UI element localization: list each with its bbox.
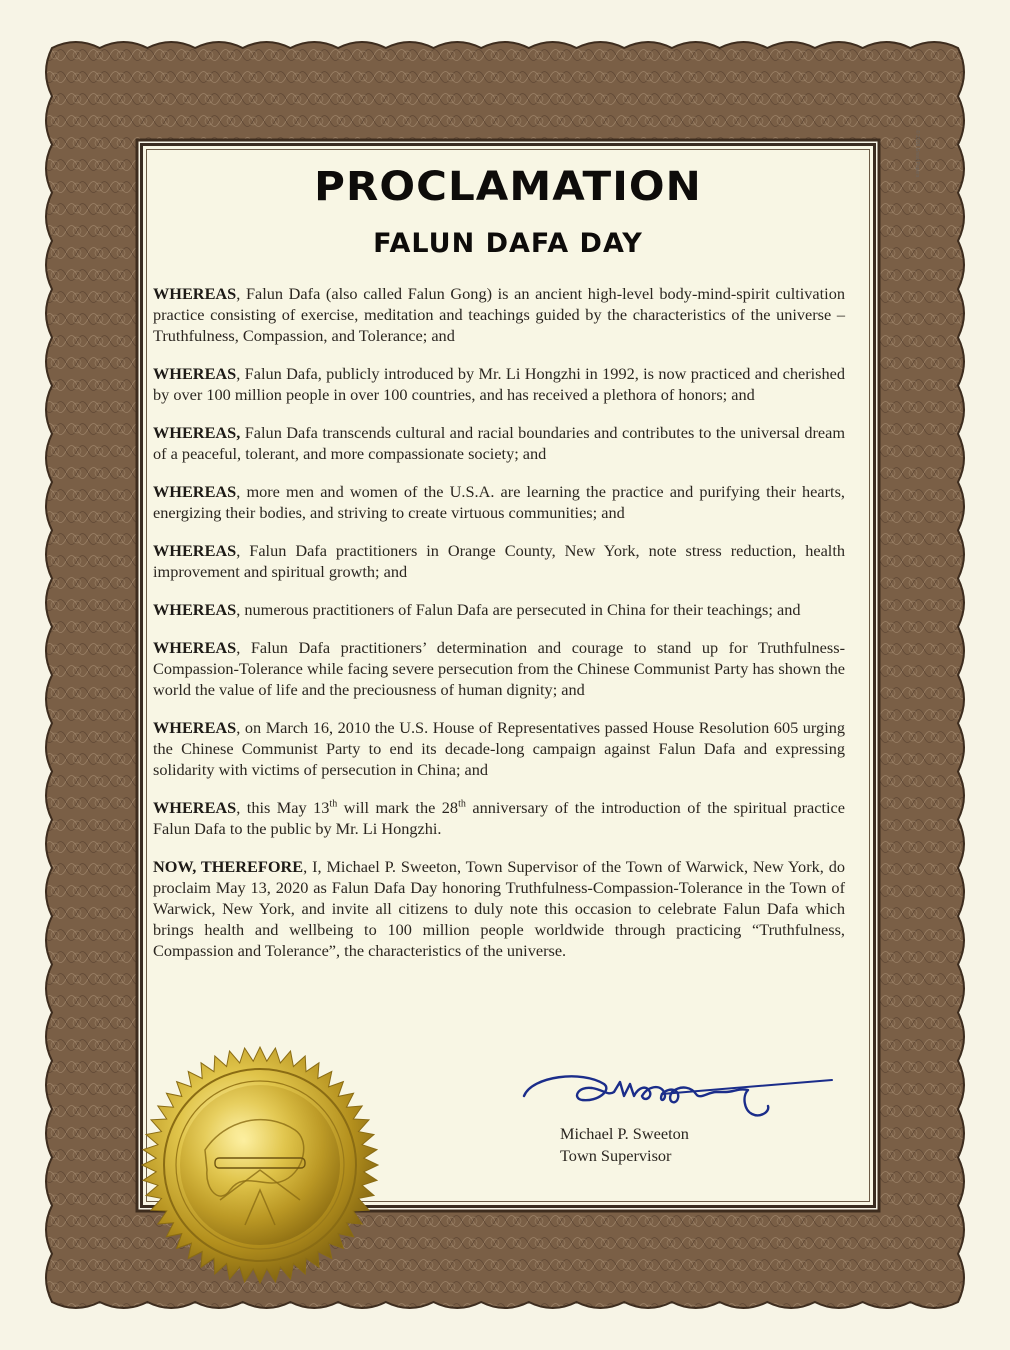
signer-name: Michael P. Sweeton (560, 1124, 689, 1143)
whereas-clause-anniversary (153, 797, 845, 839)
proclamation-title: PROCLAMATION (314, 164, 702, 210)
clause-lead: WHEREAS (153, 718, 237, 737)
whereas-clause-6 (153, 599, 845, 620)
whereas-clause-5 (153, 540, 845, 582)
proclamation-subtitle: FALUN DAFA DAY (373, 228, 643, 259)
clause-text: Falun Dafa transcends cultural and racial boundaries and contributes to the universal dream of a peaceful, tolerant, and more compassionate society; and (153, 423, 845, 463)
whereas-clause-7 (153, 637, 845, 700)
clause-text-part: anniversary of the introduction of the spiritual practice Falun Dafa to the public by Mr. Li Hongzhi. (153, 798, 846, 838)
clause-text: , Falun Dafa (also called Falun Gong) is an ancient high-level body-mind-spirit cultivation practice consisting of exercise, meditation and teachings guided by the characteristics of the universe – Truthfulness, Compassion, and Tolerance; and (153, 284, 845, 345)
publisher-mark: © 2018 Great Papers (914, 130, 920, 178)
proclamation-body (153, 283, 845, 978)
clause-text-part: , this May 13 (236, 798, 330, 817)
whereas-clause-4 (153, 481, 845, 523)
whereas-clause-2 (153, 363, 845, 405)
clause-text: , more men and women of the U.S.A. are learning the practice and purifying their hearts, energizing their bodies, and striving to create virtuous communities; and (153, 482, 845, 522)
clause-text: , I, Michael P. Sweeton, Town Supervisor of the Town of Warwick, New York, do proclaim May 13, 2020 as Falun Dafa Day honoring Truthfulness-Compassion-Tolerance in the Town of Warwick, New York, and invite all citizens to duly note this occasion to celebrate Falun Dafa which brings health and wellbeing to 100 million people worldwide through practicing “Truthfulness, Compassion and Tolerance”, the characteristics of the universe. (153, 857, 845, 960)
handwritten-signature (512, 1062, 837, 1132)
now-therefore-clause (153, 856, 845, 961)
clause-lead: WHEREAS (153, 638, 237, 657)
clause-text: , Falun Dafa, publicly introduced by Mr. Li Hongzhi in 1992, is now practiced and cherished by over 100 million people in over 100 countries, and has received a plethora of honors; and (153, 364, 845, 404)
clause-lead: WHEREAS (153, 482, 237, 501)
clause-lead: WHEREAS (153, 284, 237, 303)
clause-text: , Falun Dafa practitioners’ determination and courage to stand up for Truthfulness-Compassion-Tolerance while facing severe persecution from the Chinese Communist Party has shown the world the value of life and the preciousness of human dignity; and (153, 638, 845, 699)
clause-lead: WHEREAS (153, 364, 237, 383)
clause-text: , Falun Dafa practitioners in Orange County, New York, note stress reduction, health improvement and spiritual growth; and (153, 541, 845, 581)
ordinal-suffix: th (329, 798, 338, 810)
clause-text-part: will mark the 28 (337, 798, 459, 817)
clause-text: , numerous practitioners of Falun Dafa are persecuted in China for their teachings; and (236, 600, 801, 619)
whereas-clause-1 (153, 283, 845, 346)
clause-lead: WHEREAS (153, 798, 237, 817)
gold-foil-seal (135, 1040, 385, 1290)
signer-title: Town Supervisor (560, 1146, 672, 1165)
ordinal-suffix: th (458, 798, 466, 810)
signer-block (560, 1123, 689, 1167)
clause-lead: WHEREAS (153, 541, 237, 560)
whereas-clause-8 (153, 717, 845, 780)
clause-lead: WHEREAS (153, 600, 237, 619)
clause-text: , on March 16, 2010 the U.S. House of Representatives passed House Resolution 605 urging the Chinese Communist Party to end its decade-long campaign against Falun Dafa and expressing solidarity with victims of persecution in China; and (153, 718, 845, 779)
clause-lead: NOW, THEREFORE (153, 857, 304, 876)
whereas-clause-3 (153, 422, 845, 464)
clause-lead: WHEREAS, (153, 423, 241, 442)
